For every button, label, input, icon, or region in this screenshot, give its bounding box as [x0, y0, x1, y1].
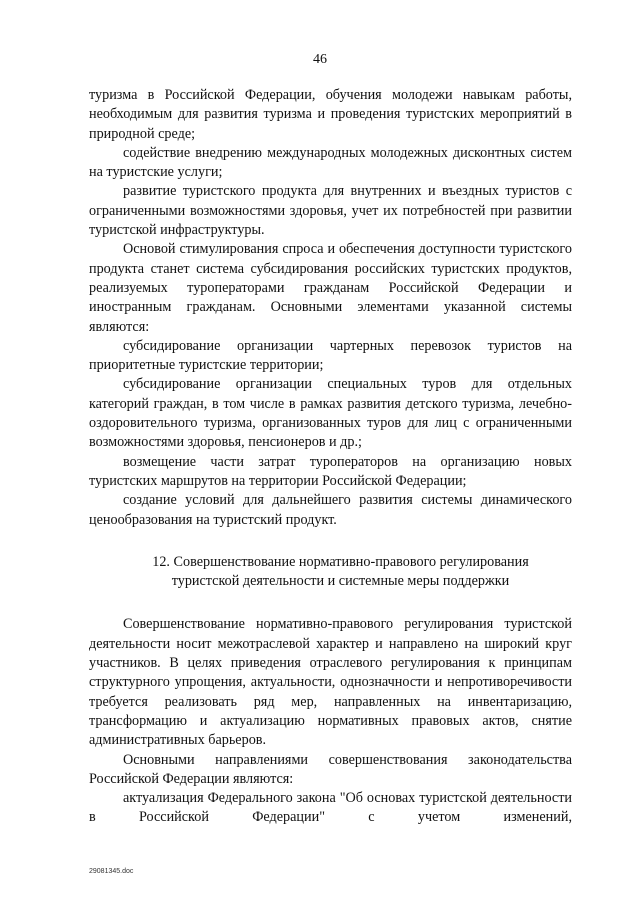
paragraph: Основными направлениями совершенствования законодательства Российской Федерации являются: [89, 751, 572, 787]
page-number: 46 [313, 52, 327, 67]
section-heading-line-2: туристской деятельности и системные меры поддержки [171, 573, 510, 590]
document-body [89, 86, 572, 828]
file-name-footer: 29081345.doc [89, 868, 134, 875]
paragraph: развитие туристского продукта для внутренних и въездных туристов с ограниченными возможностями здоровья, учет их потребностей при развитии туристской инфраструктуры. [89, 183, 572, 239]
section-heading-line-1: 12. Совершенствование нормативно-правового регулирования [152, 553, 529, 570]
paragraph: субсидирование организации специальных туров для отдельных категорий граждан, в том числе в рамках развития детского туризма, лечебно-оздоровительного туризма, организованных туров для лиц с ограниченными возможностями здоровья, пенсионеров и др.; [89, 376, 572, 451]
paragraph: Совершенствование нормативно-правового регулирования туристской деятельности носит межотраслевой характер и направлено на широкий круг участников. В целях приведения отраслевого регулирования к принципам структурного упрощения, актуальности, однозначности и непротиворечивости требуется реализовать ряд мер, направленных на инвентаризацию, трансформацию и актуализацию нормативных правовых актов, снятие административных барьеров. [89, 616, 572, 749]
section-heading [89, 553, 572, 592]
paragraphs-after-heading [89, 615, 572, 827]
paragraph: субсидирование организации чартерных перевозок туристов на приоритетные туристские территории; [89, 337, 572, 374]
paragraph: туризма в Российской Федерации, обучения молодежи навыкам работы, необходимым для развития туризма и проведения туристских мероприятий в природной среде; [89, 87, 572, 142]
paragraph: создание условий для дальнейшего развития системы динамического ценообразования на туристский продукт. [89, 492, 572, 528]
paragraph: возмещение части затрат туроператоров на организацию новых туристских маршрутов на территории Российской Федерации; [89, 453, 572, 489]
paragraph: актуализация Федерального закона "Об основах туристской деятельности в Российской Федерации" с учетом изменений, [89, 790, 572, 826]
paragraphs-before-heading [89, 86, 572, 530]
paragraph: Основой стимулирования спроса и обеспечения доступности туристского продукта станет система субсидирования российских туристских продуктов, реализуемых туроператорами гражданам Российской Федерации и иностранным гражданам. Основными элементами указанной системы являются: [89, 241, 572, 335]
paragraph: содействие внедрению международных молодежных дисконтных систем на туристские услуги; [89, 144, 572, 181]
